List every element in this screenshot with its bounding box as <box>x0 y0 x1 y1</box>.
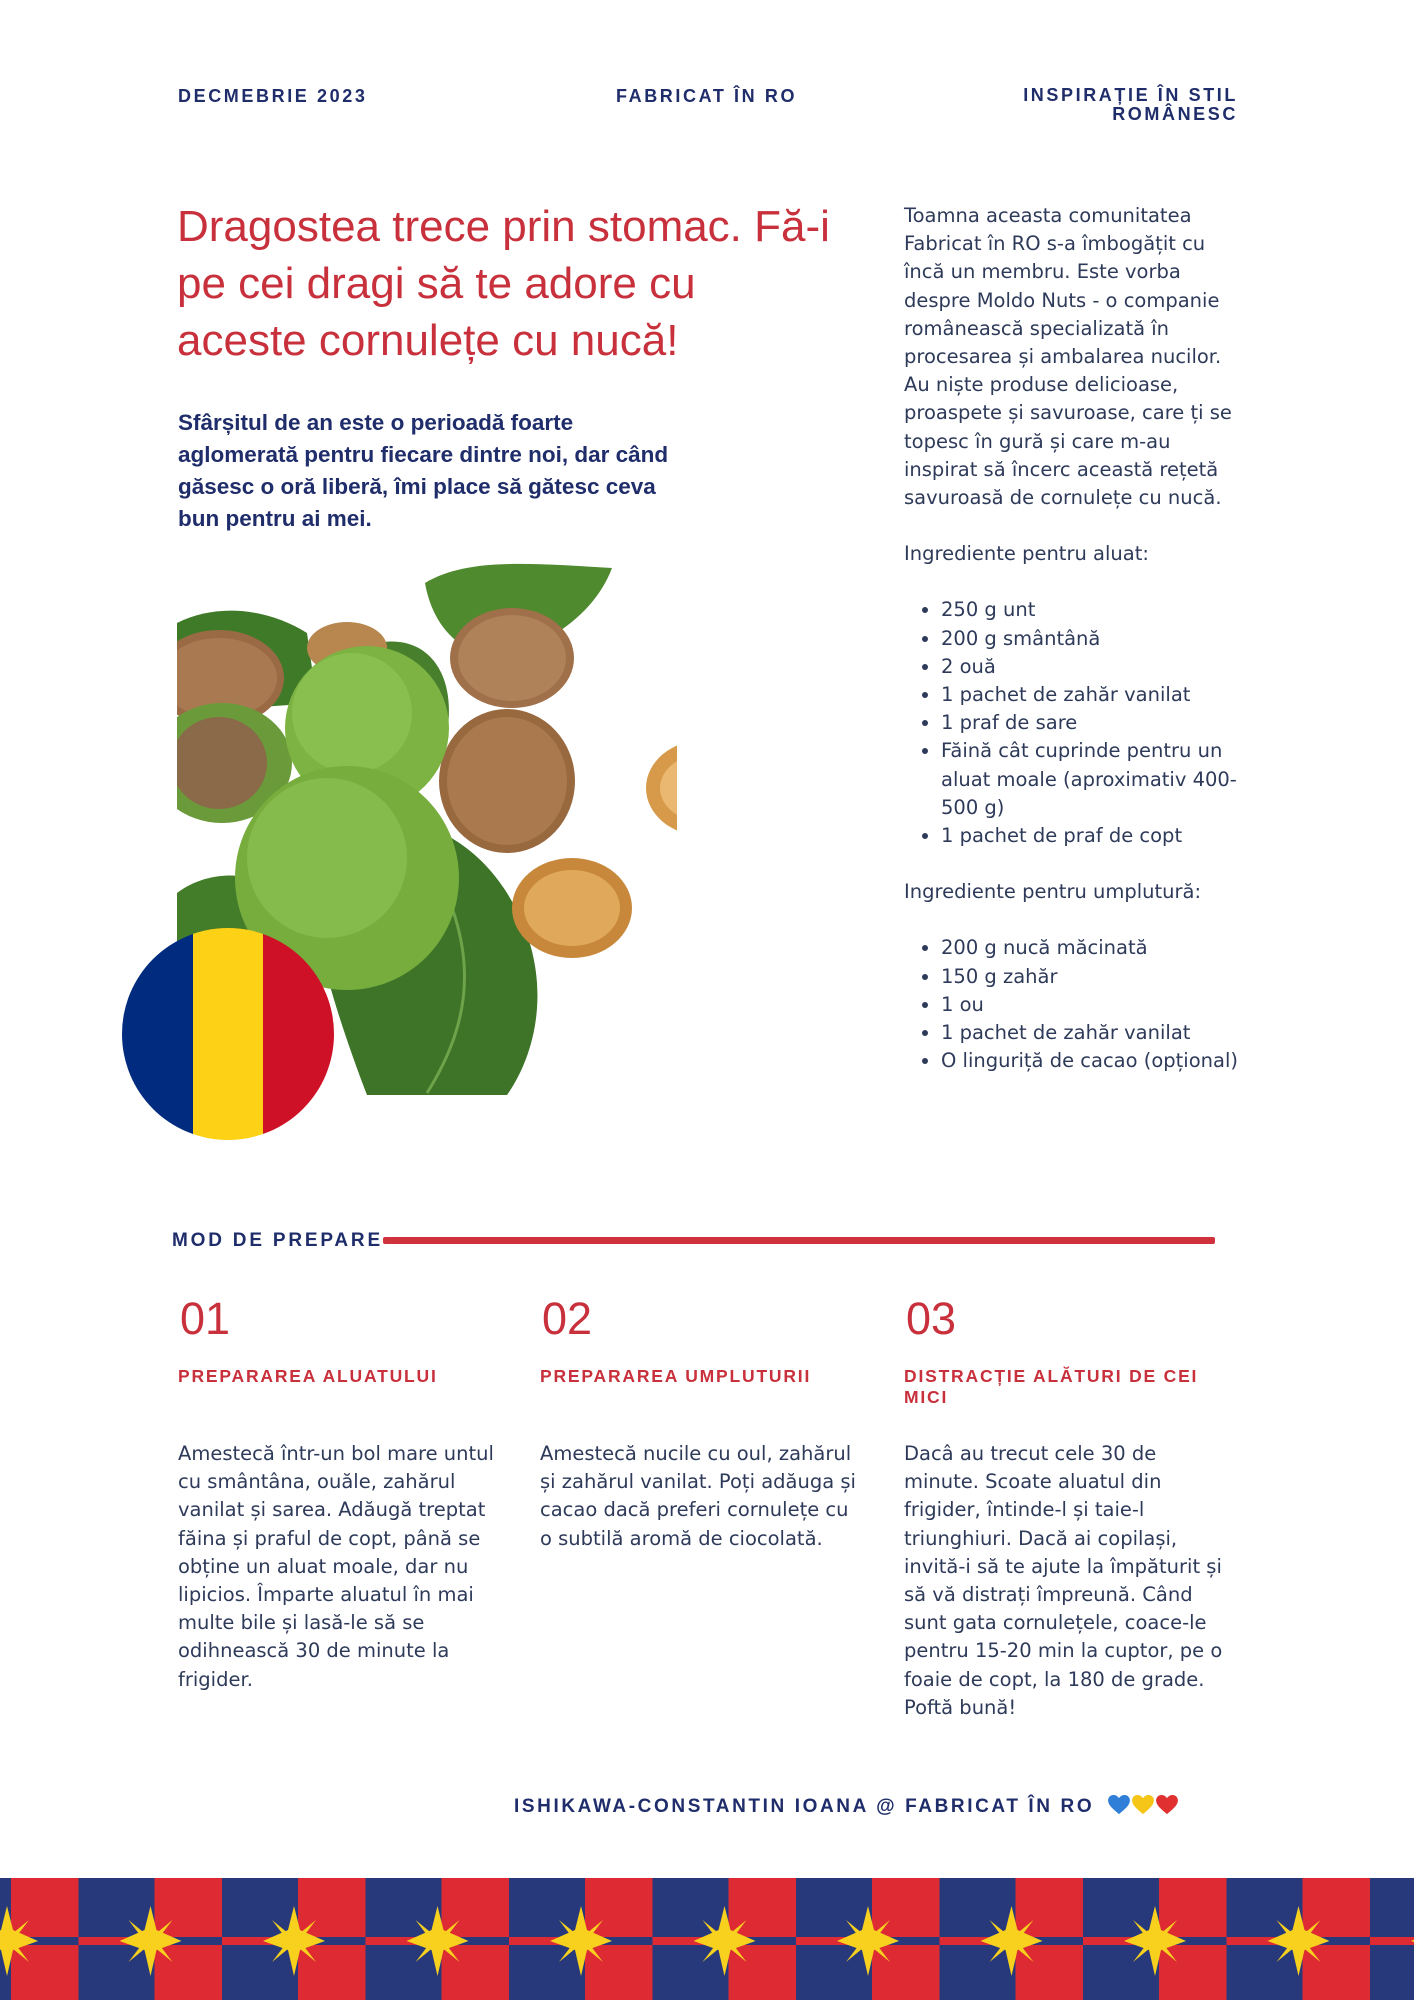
filling-ingredients-list <box>904 934 1249 1075</box>
list-item: • 1 praf de sare <box>941 709 1249 737</box>
step-title: DISTRACȚIE ALĂTURI DE CEI MICI <box>904 1366 1199 1407</box>
sidebar <box>904 202 1249 1103</box>
step-text: Amestecă nucile cu oul, zahărul și zahărul vanilat. Poți adăuga și cacao dacă preferi cornulețe cu o subtilă aromă de ciocolată. <box>540 1442 856 1550</box>
list-item: • 1 pachet de praf de copt <box>941 822 1249 850</box>
method-step <box>904 1292 1224 1722</box>
step-number: 02 <box>542 1293 593 1344</box>
step-number: 03 <box>906 1293 957 1344</box>
dough-heading: Ingrediente pentru aluat: <box>904 542 1149 566</box>
list-item: • 1 pachet de zahăr vanilat <box>941 1019 1249 1047</box>
method-step <box>540 1292 860 1553</box>
list-item: • Făină cât cuprinde pentru un aluat moale (aproximativ 400-500 g) <box>941 737 1249 822</box>
article-intro: Sfârșitul de an este o perioadă foarte aglomerată pentru fiecare dintre noi, dar când găsesc o oră liberă, îmi place să gătesc ceva bun pentru ai mei. <box>178 410 669 531</box>
romanian-flag-badge <box>122 928 334 1140</box>
list-item: • 200 g smântână <box>941 625 1249 653</box>
footer-credit-line <box>514 1795 1178 1818</box>
method-divider <box>383 1237 1215 1244</box>
step-title: PREPARAREA ALUATULUI <box>178 1366 438 1386</box>
red-heart-icon <box>1156 1795 1178 1815</box>
list-item: • 1 ou <box>941 991 1249 1019</box>
article-headline: Dragostea trece prin stomac. Fă-i pe cei dragi să te adore cu aceste cornulețe cu nucă! <box>177 202 830 365</box>
list-item: • 2 ouă <box>941 653 1249 681</box>
yellow-heart-icon <box>1132 1795 1154 1815</box>
list-item: • 250 g unt <box>941 596 1249 624</box>
list-item: • O linguriță de cacao (opțional) <box>941 1047 1249 1075</box>
step-title: PREPARAREA UMPLUTURII <box>540 1366 812 1386</box>
footer-credit: ISHIKAWA-CONSTANTIN IOANA @ FABRICAT ÎN RO <box>514 1796 1095 1817</box>
step-text: Amestecă într-un bol mare untul cu smântâna, ouăle, zahărul vanilat și sarea. Adăugă treptat făina și praful de copt, până se obține un aluat moale, dar nu lipicios. Împarte aluatul în mai multe bile și lasă-le să se odihnească 30 de minute la frigider. <box>178 1442 494 1691</box>
issue-date: DECMEBRIE 2023 <box>178 86 368 106</box>
list-item: • 200 g nucă măcinată <box>941 934 1249 962</box>
decorative-folk-pattern-band <box>0 1878 1414 2000</box>
method-label: MOD DE PREPARE <box>172 1230 383 1251</box>
dough-ingredients-list <box>904 596 1249 850</box>
flag-yellow-stripe <box>193 928 264 1140</box>
step-number: 01 <box>180 1293 231 1344</box>
sidebar-paragraph: Toamna aceasta comunitatea Fabricat în RO s-a îmbogățit cu încă un membru. Este vorba despre Moldo Nuts - o companie românească specializată în procesarea și ambalarea nucilor. Au niște produse delicioase, proaspete și savuroase, care ți se topesc în gură și care m-au inspirat să încerc această rețetă savuroasă de cornulețe cu nucă. <box>904 204 1232 510</box>
tagline: INSPIRAȚIE ÎN STIL ROMÂNESC <box>1023 85 1238 124</box>
flag-blue-stripe <box>122 928 193 1140</box>
method-step <box>178 1292 498 1694</box>
blue-heart-icon <box>1108 1795 1130 1815</box>
list-item: • 1 pachet de zahăr vanilat <box>941 681 1249 709</box>
brand-name: FABRICAT ÎN RO <box>616 86 798 106</box>
filling-heading: Ingrediente pentru umplutură: <box>904 880 1202 904</box>
list-item: • 150 g zahăr <box>941 963 1249 991</box>
step-text: Dacâ au trecut cele 30 de minute. Scoate aluatul din frigider, întinde-l și taie-l triunghiuri. Dacă ai copilași, invită-i să te ajute la împăturit și să vă distrați împreună. Când sunt gata cornulețele, coace-le pentru 15-20 min la cuptor, pe o foaie de copt, la 180 de grade. Poftă bună! <box>904 1442 1223 1719</box>
